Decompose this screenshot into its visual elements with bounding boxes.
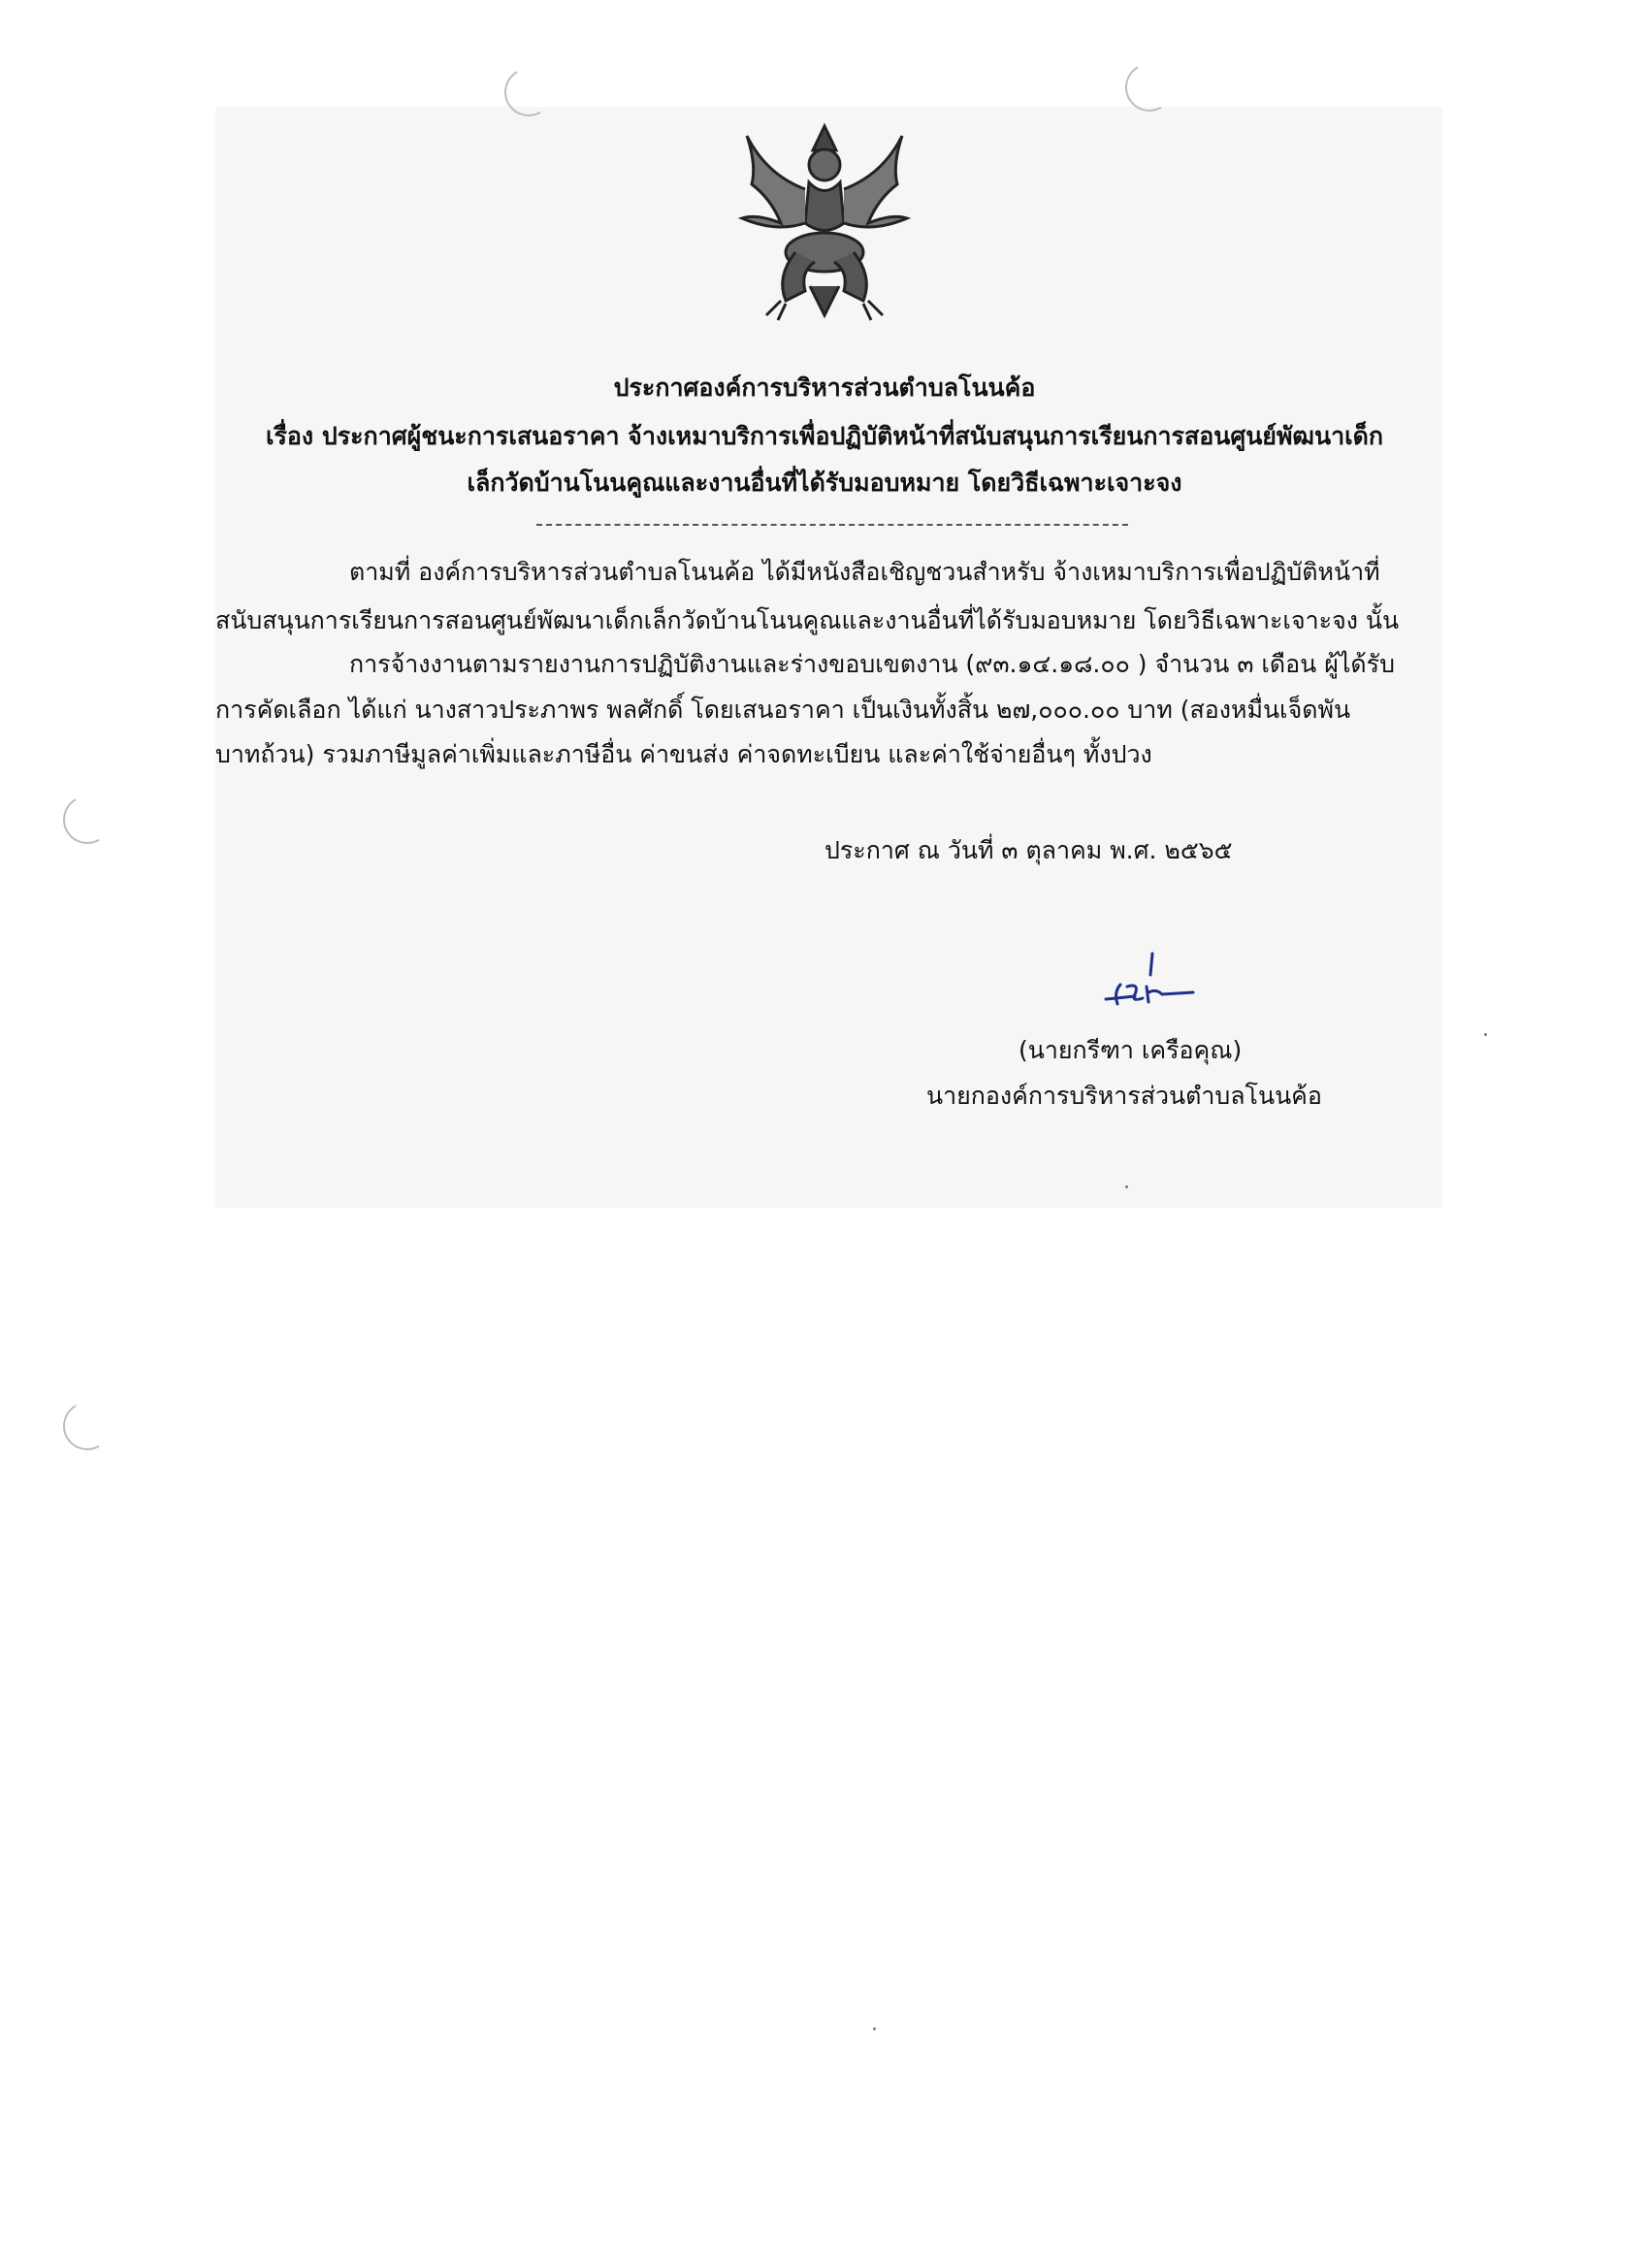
body-line-1: ตามที่ องค์การบริหารส่วนตำบลโนนค้อ ได้มีหนังสือเชิญชวนสำหรับ จ้างเหมาบริการเพื่อปฏิบัติหน้าที่ (349, 558, 1380, 586)
body-line-3: การจ้างงานตามรายงานการปฏิบัติงานและร่างขอบเขตงาน (๙๓.๑๔.๑๘.๐๐ ) จำนวน ๓ เดือน ผู้ได้รับ (349, 650, 1395, 678)
announcement-date: ประกาศ ณ วันที่ ๓ ตุลาคม พ.ศ. ๒๕๖๕ (824, 836, 1233, 864)
scan-speck (1484, 1033, 1487, 1036)
body-line-2: สนับสนุนการเรียนการสอนศูนย์พัฒนาเด็กเล็กวัดบ้านโนนคูณและงานอื่นที่ได้รับมอบหมาย โดยวิธีเฉพาะเจาะจง นั้น (215, 606, 1400, 634)
subject-line-2: เล็กวัดบ้านโนนคูณและงานอื่นที่ได้รับมอบหมาย โดยวิธีเฉพาะเจาะจง (467, 469, 1182, 497)
punch-hole-left-low (57, 1396, 116, 1455)
organization-heading: ประกาศองค์การบริหารส่วนตำบลโนนค้อ (613, 373, 1036, 402)
body-line-4: การคัดเลือก ได้แก่ นางสาวประภาพร พลศักดิ์ โดยเสนอราคา เป็นเงินทั้งสิ้น ๒๗,๐๐๐.๐๐ บาท (สองหมื่นเจ็ดพัน (215, 696, 1351, 724)
signatory-name: (นายกรีฑา เครือคุณ) (1018, 1036, 1243, 1064)
scan-speck (873, 2027, 876, 2030)
signatory-position: นายกองค์การบริหารส่วนตำบลโนนค้อ (926, 1082, 1322, 1110)
scan-speck (1125, 1185, 1128, 1188)
header-divider (536, 524, 1128, 526)
handwritten-signature (1067, 946, 1212, 1023)
subject-line-1: เรื่อง ประกาศผู้ชนะการเสนอราคา จ้างเหมาบริการเพื่อปฏิบัติหน้าที่สนับสนุนการเรียนการสอนศูนย์พัฒนาเด็ก (265, 422, 1384, 450)
punch-hole-left-mid (57, 790, 116, 849)
garuda-emblem-icon (728, 107, 922, 330)
body-line-5: บาทถ้วน) รวมภาษีมูลค่าเพิ่มและภาษีอื่น ค่าขนส่ง ค่าจดทะเบียน และค่าใช้จ่ายอื่นๆ ทั้งปวง (215, 740, 1152, 768)
